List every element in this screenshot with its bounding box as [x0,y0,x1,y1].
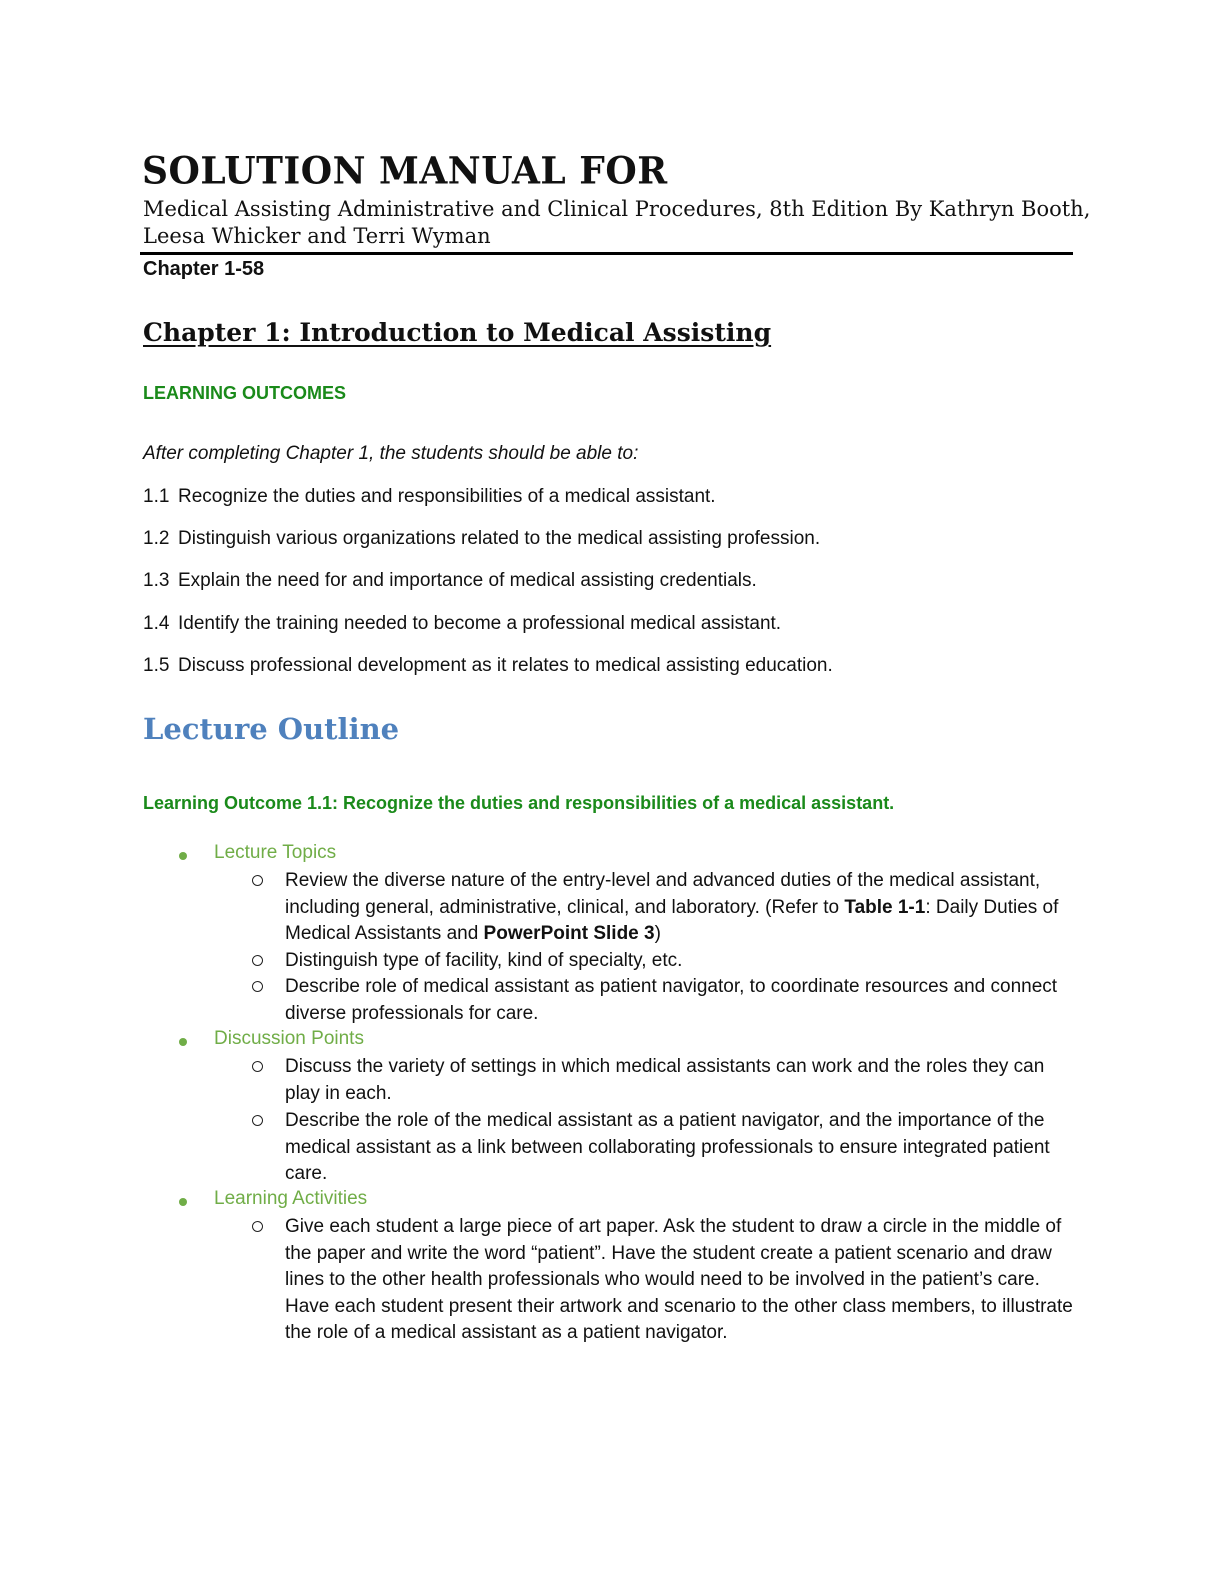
circle-bullet-icon [252,1115,263,1126]
list-item: Distinguish type of facility, kind of specialty, etc. [285,950,683,971]
list-item: Describe role of medical assistant as patient navigator, to coordinate resources and connect diverse professionals for care. [285,976,1058,1024]
outcomes-intro: After completing Chapter 1, the students should be able to: [143,443,639,464]
lecture-outline-heading: Lecture Outline [143,712,400,746]
circle-bullet-icon [252,1221,263,1232]
book-title-line-2: Leesa Whicker and Terri Wyman [143,224,491,248]
outcome-text: Discuss professional development as it relates to medical assisting education. [178,655,833,676]
outcome-item [143,528,820,550]
bullet-icon [179,852,187,860]
outcome-text: Distinguish various organizations related to the medical assisting profession. [178,528,821,549]
circle-bullet-icon [252,1061,263,1072]
outcome-item [143,486,716,508]
list-item: Describe the role of the medical assistant as a patient navigator, and the importance of the medical assistant as a link between collaborating professionals to ensure integrated patient care. [285,1110,1050,1184]
outcome-number: 1.5 [143,655,170,676]
learning-outcomes-heading: LEARNING OUTCOMES [143,383,347,403]
topic-label-discussion-points: Discussion Points [214,1028,364,1049]
outcome-number: 1.1 [143,486,170,507]
circle-bullet-icon [252,955,263,966]
topic-label-learning-activities: Learning Activities [214,1188,368,1209]
chapter-title: Chapter 1: Introduction to Medical Assisting [143,318,772,347]
outcome-text: Recognize the duties and responsibilities of a medical assistant. [178,486,716,507]
document-banner: SOLUTION MANUAL FOR [142,148,668,194]
outcome-item [143,655,833,677]
list-item: Discuss the variety of settings in which medical assistants can work and the roles they can play in each. [285,1056,1045,1104]
table-reference: Table 1-1 [844,896,926,918]
learning-outcome-1-1-heading: Learning Outcome 1.1: Recognize the duties and responsibilities of a medical assistant. [143,793,895,813]
bullet-icon [179,1198,187,1206]
slide-reference: PowerPoint Slide 3 [483,923,655,944]
outcome-text: Identify the training needed to become a professional medical assistant. [178,613,782,634]
outcome-number: 1.3 [143,570,170,591]
chapter-range: Chapter 1-58 [143,258,265,280]
outcome-item [143,570,757,592]
circle-bullet-icon [252,875,263,886]
circle-bullet-icon [252,981,263,992]
header-divider [140,252,1073,255]
outcome-item [143,613,781,635]
list-item: Give each student a large piece of art paper. Ask the student to draw a circle in the middle of the paper and write the word “patient”. Have the student create a patient scenario and draw lines to the other health professionals who would need to be involved in the patient’s care. Have each student present their artwork and scenario to the other class members, to illustrate the role of a medical assistant as a patient navigator. [285,1216,1073,1343]
bullet-icon [179,1038,187,1046]
outcome-number: 1.4 [143,613,170,634]
book-title-line-1: Medical Assisting Administrative and Clinical Procedures, 8th Edition By Kathryn Booth, [143,197,1091,221]
list-item: Review the diverse nature of the entry-level and advanced duties of the medical assistant, including general, administrative, clinical, and laboratory. (Refer to Table 1-1: Daily Duties of Medical Assistants and PowerPoint Slide 3) [285,870,1059,944]
outcome-text: Explain the need for and importance of medical assisting credentials. [178,570,757,591]
outcome-number: 1.2 [143,528,170,549]
topic-label-lecture-topics: Lecture Topics [214,842,337,863]
